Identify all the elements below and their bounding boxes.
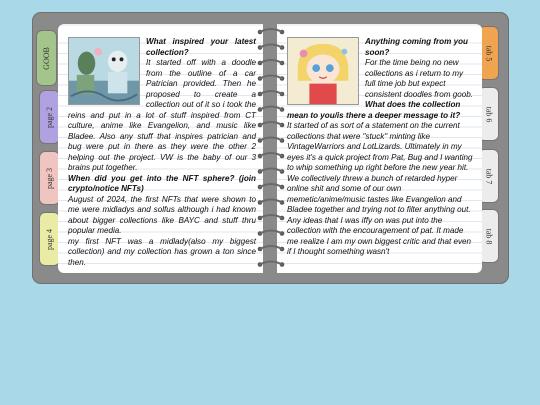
binder-ring [258, 60, 285, 65]
left-page-content [58, 24, 263, 268]
binder-ring [258, 215, 285, 220]
binder-ring [258, 91, 285, 96]
right-answer-1: For the time being no new collections as i return to my full time job but expect consistent doodles from goob. [365, 58, 473, 99]
tab-label: page 2 [45, 106, 55, 128]
binder-ring [258, 169, 285, 174]
left-page [58, 24, 263, 273]
binder-rings [256, 24, 286, 274]
tab-page-3[interactable] [40, 152, 59, 204]
right-answer-2: It started of as sort of a statement on the current collections that were "stuck" minting like VintageWarriors and LotLizards. Ultimately in my eyes it's a quick project from Pat, Bug and I wanting to whip something up right before the new year hit. We collectively threw a bunch of retarded hyper online shit and some of our own memetic/anime/music tastes like Evangelion and Bladee together and trying not to filter anything out. Any ideas that I was iffy on was put into the collection with the encouragement of pat. It made me realize I am my own biggest critic and that even if I thought something wasn't [287, 121, 473, 256]
left-question-2: When did you get into the NFT sphere? (join crypto/notice NFTs) [68, 173, 256, 193]
right-page [277, 24, 482, 273]
binder-ring [258, 76, 285, 81]
binder-ring [258, 138, 285, 143]
right-page-content [277, 24, 482, 258]
right-question-1: Anything coming from you soon? [365, 37, 468, 57]
tab-label: page 3 [45, 167, 55, 189]
tab-page-4[interactable] [40, 213, 59, 265]
binder-ring [258, 231, 285, 236]
binder-ring [258, 246, 285, 251]
goob-artwork-image [68, 37, 140, 105]
tab-label: tab 8 [484, 228, 493, 244]
tab-label: tab 7 [484, 168, 493, 184]
tab-label: tab 6 [484, 106, 493, 122]
tab-label: GOOB [42, 46, 52, 70]
tab-goob[interactable] [37, 31, 56, 85]
tab-label: tab 5 [484, 45, 493, 61]
binder-ring [258, 153, 285, 158]
tab-label: page 4 [45, 228, 55, 250]
left-answer-2b: my first NFT was a midlady(also my biggest collection) and my collection has grown a ton since then. [68, 236, 256, 267]
binder-ring [258, 200, 285, 205]
binder-ring [258, 184, 285, 189]
right-question-2: What does the collection mean to you/is there a deeper message to it? [287, 100, 461, 120]
tab-page-2[interactable] [40, 91, 59, 143]
binder-ring [258, 122, 285, 127]
binder-ring [258, 107, 285, 112]
binder-ring [258, 29, 285, 34]
left-question-1: What inspired your latest collection? [146, 37, 256, 57]
binder-ring [258, 262, 285, 267]
left-answer-1: It started off with a doodle from the outline of a car Patrician provided. Then he proposed to create a collection out of it so i took the reins and put in a lot of stuff inspired from CT culture, anime like Evangelion, and music like Bladee. Also any stuff that inspires patrician and bug were put in there as they were the other 2 helping out the project. VW is the baby of our 3 brains put together. [68, 58, 256, 172]
girl-artwork-image [287, 37, 359, 105]
binder-ring [258, 45, 285, 50]
left-answer-2a: August of 2024, the first NFTs that were shown to me were midladys and solfus although i had known about bigger collections like BAYC and stuff thru popular media. [68, 194, 256, 235]
